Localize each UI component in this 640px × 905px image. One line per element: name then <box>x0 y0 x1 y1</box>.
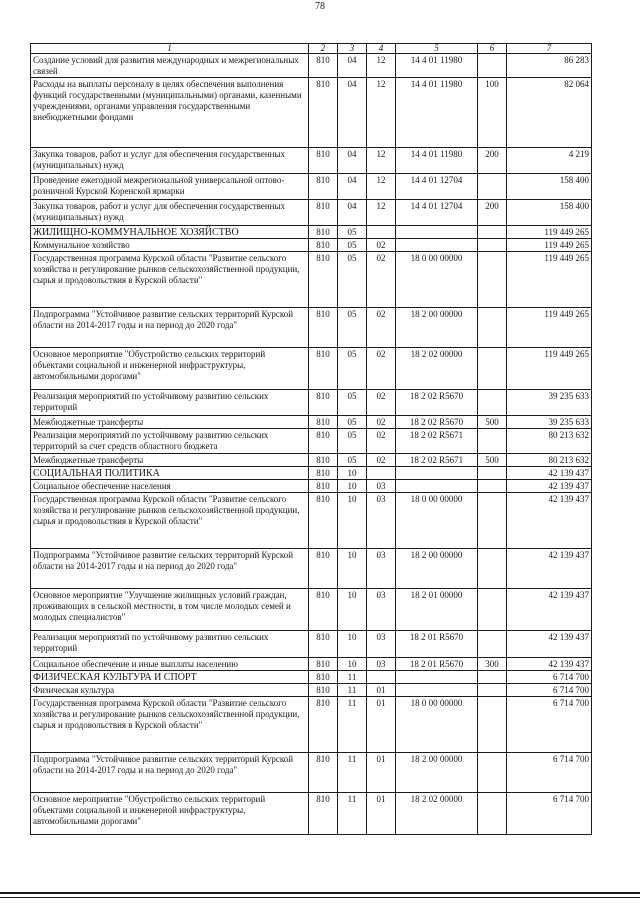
col-header-7: 7 <box>507 44 592 54</box>
row-target-code: 18 2 02 00000 <box>396 348 478 390</box>
col-header-5: 5 <box>396 44 478 54</box>
row-section-code: 04 <box>338 78 367 148</box>
row-target-code: 14 4 01 11980 <box>396 78 478 148</box>
row-subsection-code: 12 <box>367 78 396 148</box>
row-amount: 42 139 437 <box>507 658 592 671</box>
row-section-code: 10 <box>338 493 367 549</box>
row-section-code: 05 <box>338 454 367 467</box>
row-subsection-code: 03 <box>367 589 396 631</box>
row-section-code: 04 <box>338 148 367 174</box>
row-ministry-code: 810 <box>309 348 338 390</box>
row-ministry-code: 810 <box>309 200 338 226</box>
row-expense-type <box>478 793 507 835</box>
row-expense-type <box>478 226 507 239</box>
table-row <box>31 239 592 252</box>
row-section-code: 11 <box>338 753 367 793</box>
row-name: Государственная программа Курской области "Развитие сельского хозяйства и регулирование рынков сельскохозяйственной продукции, сырья и продовольствия в Курской области" <box>31 697 309 753</box>
row-expense-type: 300 <box>478 658 507 671</box>
page-number: 78 <box>315 1 325 12</box>
table-body <box>31 54 592 835</box>
row-subsection-code: 12 <box>367 148 396 174</box>
row-section-code: 10 <box>338 631 367 658</box>
row-amount: 4 219 <box>507 148 592 174</box>
row-expense-type <box>478 429 507 454</box>
row-subsection-code: 12 <box>367 174 396 200</box>
table-row <box>31 793 592 835</box>
row-name: Физическая культура <box>31 684 309 697</box>
row-target-code: 14 4 01 11980 <box>396 148 478 174</box>
row-amount: 119 449 265 <box>507 252 592 308</box>
row-ministry-code: 810 <box>309 589 338 631</box>
row-ministry-code: 810 <box>309 454 338 467</box>
row-name: Расходы на выплаты персоналу в целях обеспечения выполнения функций государственными (муниципальными) органами, казенными учреждениями, органами управления государственными внебюджетными фондами <box>31 78 309 148</box>
row-expense-type <box>478 589 507 631</box>
row-subsection-code: 03 <box>367 658 396 671</box>
col-header-2: 2 <box>309 44 338 54</box>
row-name: Закупка товаров, работ и услуг для обеспечения государственных (муниципальных) нужд <box>31 200 309 226</box>
row-subsection-code: 03 <box>367 480 396 493</box>
row-ministry-code: 810 <box>309 684 338 697</box>
row-expense-type <box>478 753 507 793</box>
table-row <box>31 148 592 174</box>
row-subsection-code: 01 <box>367 684 396 697</box>
row-subsection-code: 02 <box>367 390 396 416</box>
row-name: Коммунальное хозяйство <box>31 239 309 252</box>
row-name: Проведение ежегодной межрегиональной универсальной оптово-розничной Курской Коренской ярмарки <box>31 174 309 200</box>
row-section-code: 05 <box>338 226 367 239</box>
row-ministry-code: 810 <box>309 174 338 200</box>
row-name: СОЦИАЛЬНАЯ ПОЛИТИКА <box>31 467 309 480</box>
row-ministry-code: 810 <box>309 631 338 658</box>
row-target-code <box>396 480 478 493</box>
table-row <box>31 658 592 671</box>
row-expense-type <box>478 308 507 348</box>
row-section-code: 10 <box>338 589 367 631</box>
row-ministry-code: 810 <box>309 658 338 671</box>
row-ministry-code: 810 <box>309 390 338 416</box>
row-ministry-code: 810 <box>309 226 338 239</box>
row-name: Основное мероприятие "Улучшение жилищных условий граждан, проживающих в сельской местности, в том числе молодых семей и молодых специалистов" <box>31 589 309 631</box>
row-amount: 119 449 265 <box>507 308 592 348</box>
row-ministry-code: 810 <box>309 493 338 549</box>
row-section-code: 04 <box>338 54 367 78</box>
row-ministry-code: 810 <box>309 480 338 493</box>
row-name: Межбюджетные трансферты <box>31 416 309 429</box>
row-section-code: 05 <box>338 308 367 348</box>
row-target-code: 18 0 00 00000 <box>396 493 478 549</box>
row-expense-type <box>478 480 507 493</box>
table-row <box>31 174 592 200</box>
row-target-code: 18 2 00 00000 <box>396 753 478 793</box>
row-expense-type: 500 <box>478 416 507 429</box>
row-name: Основное мероприятие "Обустройство сельских территорий объектами социальной и инженерной инфраструктуры, автомобильными дорогами" <box>31 348 309 390</box>
row-section-code: 05 <box>338 390 367 416</box>
row-target-code: 18 2 00 00000 <box>396 308 478 348</box>
row-expense-type <box>478 348 507 390</box>
row-ministry-code: 810 <box>309 54 338 78</box>
row-subsection-code <box>367 671 396 684</box>
row-target-code: 18 0 00 00000 <box>396 252 478 308</box>
row-expense-type: 200 <box>478 148 507 174</box>
row-section-code: 11 <box>338 684 367 697</box>
table-row <box>31 549 592 589</box>
row-target-code: 18 2 01 R5670 <box>396 658 478 671</box>
row-amount: 42 139 437 <box>507 631 592 658</box>
row-section-code: 10 <box>338 658 367 671</box>
row-ministry-code: 810 <box>309 793 338 835</box>
row-name: Социальное обеспечение и иные выплаты населению <box>31 658 309 671</box>
row-section-code: 05 <box>338 239 367 252</box>
row-section-code: 05 <box>338 348 367 390</box>
row-target-code: 18 2 01 R5670 <box>396 631 478 658</box>
row-subsection-code: 03 <box>367 631 396 658</box>
col-header-6: 6 <box>478 44 507 54</box>
row-amount: 39 235 633 <box>507 416 592 429</box>
row-section-code: 11 <box>338 793 367 835</box>
table-row-section <box>31 226 592 239</box>
row-ministry-code: 810 <box>309 467 338 480</box>
row-expense-type <box>478 684 507 697</box>
row-amount: 119 449 265 <box>507 239 592 252</box>
row-target-code <box>396 226 478 239</box>
row-expense-type <box>478 631 507 658</box>
row-target-code: 14 4 01 12704 <box>396 174 478 200</box>
row-name: Реализация мероприятий по устойчивому развитию сельских территорий <box>31 390 309 416</box>
row-ministry-code: 810 <box>309 78 338 148</box>
row-section-code: 04 <box>338 174 367 200</box>
row-ministry-code: 810 <box>309 416 338 429</box>
row-target-code: 18 2 02 R5670 <box>396 390 478 416</box>
row-ministry-code: 810 <box>309 308 338 348</box>
row-subsection-code: 02 <box>367 416 396 429</box>
table-row <box>31 753 592 793</box>
row-name: Реализация мероприятий по устойчивому развитию сельских территорий <box>31 631 309 658</box>
row-target-code: 14 4 01 12704 <box>396 200 478 226</box>
row-name: Межбюджетные трансферты <box>31 454 309 467</box>
row-name: Подпрограмма "Устойчивое развитие сельских территорий Курской области на 2014-2017 годы и на период до 2020 года" <box>31 549 309 589</box>
row-subsection-code: 03 <box>367 549 396 589</box>
row-subsection-code: 02 <box>367 308 396 348</box>
col-header-1: 1 <box>31 44 309 54</box>
table-row <box>31 480 592 493</box>
table-row <box>31 697 592 753</box>
row-target-code: 18 2 02 R5671 <box>396 454 478 467</box>
row-section-code: 05 <box>338 416 367 429</box>
row-amount: 80 213 632 <box>507 454 592 467</box>
row-name: Государственная программа Курской области "Развитие сельского хозяйства и регулирование рынков сельскохозяйственной продукции, сырья и продовольствия в Курской области" <box>31 252 309 308</box>
table-row <box>31 631 592 658</box>
row-amount: 6 714 700 <box>507 671 592 684</box>
row-ministry-code: 810 <box>309 549 338 589</box>
row-name: Реализация мероприятий по устойчивому развитию сельских территорий за счет средств областного бюджета <box>31 429 309 454</box>
table-row <box>31 589 592 631</box>
row-name: Государственная программа Курской области "Развитие сельского хозяйства и регулирование рынков сельскохозяйственной продукции, сырья и продовольствия в Курской области" <box>31 493 309 549</box>
row-target-code <box>396 684 478 697</box>
table-row <box>31 54 592 78</box>
row-amount: 39 235 633 <box>507 390 592 416</box>
table-row <box>31 416 592 429</box>
budget-table <box>30 43 592 835</box>
bottom-rule-thin <box>0 897 640 898</box>
row-target-code: 18 2 00 00000 <box>396 549 478 589</box>
row-section-code: 05 <box>338 429 367 454</box>
row-target-code: 14 4 01 11980 <box>396 54 478 78</box>
row-target-code: 18 2 02 R5670 <box>396 416 478 429</box>
row-subsection-code: 12 <box>367 200 396 226</box>
row-section-code: 10 <box>338 480 367 493</box>
bottom-rule <box>0 892 640 894</box>
row-expense-type <box>478 671 507 684</box>
row-subsection-code: 01 <box>367 697 396 753</box>
row-target-code: 18 2 02 00000 <box>396 793 478 835</box>
table-row <box>31 493 592 549</box>
row-amount: 158 400 <box>507 174 592 200</box>
row-name: Подпрограмма "Устойчивое развитие сельских территорий Курской области на 2014-2017 годы и на период до 2020 года" <box>31 753 309 793</box>
row-amount: 82 064 <box>507 78 592 148</box>
row-subsection-code <box>367 226 396 239</box>
row-section-code: 05 <box>338 252 367 308</box>
row-subsection-code <box>367 467 396 480</box>
row-name: Создание условий для развития международных и межрегиональных связей <box>31 54 309 78</box>
row-section-code: 04 <box>338 200 367 226</box>
col-header-3: 3 <box>338 44 367 54</box>
row-subsection-code: 12 <box>367 54 396 78</box>
row-expense-type: 200 <box>478 200 507 226</box>
col-header-4: 4 <box>367 44 396 54</box>
row-section-code: 10 <box>338 467 367 480</box>
row-ministry-code: 810 <box>309 671 338 684</box>
row-section-code: 11 <box>338 697 367 753</box>
row-ministry-code: 810 <box>309 148 338 174</box>
header-row <box>31 44 592 54</box>
row-name: ЖИЛИЩНО-КОММУНАЛЬНОЕ ХОЗЯЙСТВО <box>31 226 309 239</box>
row-subsection-code: 02 <box>367 454 396 467</box>
row-expense-type <box>478 174 507 200</box>
row-ministry-code: 810 <box>309 252 338 308</box>
row-section-code: 11 <box>338 671 367 684</box>
table-row <box>31 454 592 467</box>
row-ministry-code: 810 <box>309 753 338 793</box>
row-subsection-code: 02 <box>367 252 396 308</box>
row-subsection-code: 01 <box>367 793 396 835</box>
row-expense-type <box>478 239 507 252</box>
row-ministry-code: 810 <box>309 697 338 753</box>
row-amount: 42 139 437 <box>507 549 592 589</box>
row-expense-type: 500 <box>478 454 507 467</box>
row-amount: 119 449 265 <box>507 226 592 239</box>
row-name: ФИЗИЧЕСКАЯ КУЛЬТУРА И СПОРТ <box>31 671 309 684</box>
row-amount: 80 213 632 <box>507 429 592 454</box>
table-row-section <box>31 671 592 684</box>
table-row <box>31 390 592 416</box>
table-row <box>31 200 592 226</box>
row-amount: 6 714 700 <box>507 684 592 697</box>
row-amount: 158 400 <box>507 200 592 226</box>
row-amount: 119 449 265 <box>507 348 592 390</box>
row-name: Закупка товаров, работ и услуг для обеспечения государственных (муниципальных) нужд <box>31 148 309 174</box>
row-expense-type <box>478 697 507 753</box>
row-subsection-code: 02 <box>367 429 396 454</box>
row-name: Подпрограмма "Устойчивое развитие сельских территорий Курской области на 2014-2017 годы и на период до 2020 года" <box>31 308 309 348</box>
row-subsection-code: 03 <box>367 493 396 549</box>
row-target-code: 18 2 02 R5671 <box>396 429 478 454</box>
table-row-section <box>31 467 592 480</box>
table-row <box>31 252 592 308</box>
table-row <box>31 348 592 390</box>
row-amount: 42 139 437 <box>507 493 592 549</box>
row-target-code <box>396 239 478 252</box>
row-expense-type <box>478 252 507 308</box>
row-expense-type <box>478 493 507 549</box>
row-expense-type <box>478 467 507 480</box>
row-name: Социальное обеспечение населения <box>31 480 309 493</box>
row-expense-type: 100 <box>478 78 507 148</box>
row-amount: 6 714 700 <box>507 697 592 753</box>
row-section-code: 10 <box>338 549 367 589</box>
row-amount: 86 283 <box>507 54 592 78</box>
row-expense-type <box>478 549 507 589</box>
row-amount: 6 714 700 <box>507 793 592 835</box>
table-row <box>31 684 592 697</box>
row-subsection-code: 02 <box>367 348 396 390</box>
row-amount: 42 139 437 <box>507 589 592 631</box>
row-ministry-code: 810 <box>309 239 338 252</box>
row-expense-type <box>478 54 507 78</box>
table-row <box>31 308 592 348</box>
table-row <box>31 429 592 454</box>
row-subsection-code: 01 <box>367 753 396 793</box>
row-target-code: 18 0 00 00000 <box>396 697 478 753</box>
row-target-code <box>396 467 478 480</box>
table-row <box>31 78 592 148</box>
row-amount: 42 139 437 <box>507 480 592 493</box>
row-amount: 42 139 437 <box>507 467 592 480</box>
row-target-code: 18 2 01 00000 <box>396 589 478 631</box>
row-ministry-code: 810 <box>309 429 338 454</box>
row-expense-type <box>478 390 507 416</box>
row-name: Основное мероприятие "Обустройство сельских территорий объектами социальной и инженерной инфраструктуры, автомобильными дорогами" <box>31 793 309 835</box>
row-target-code <box>396 671 478 684</box>
row-amount: 6 714 700 <box>507 753 592 793</box>
row-subsection-code: 02 <box>367 239 396 252</box>
